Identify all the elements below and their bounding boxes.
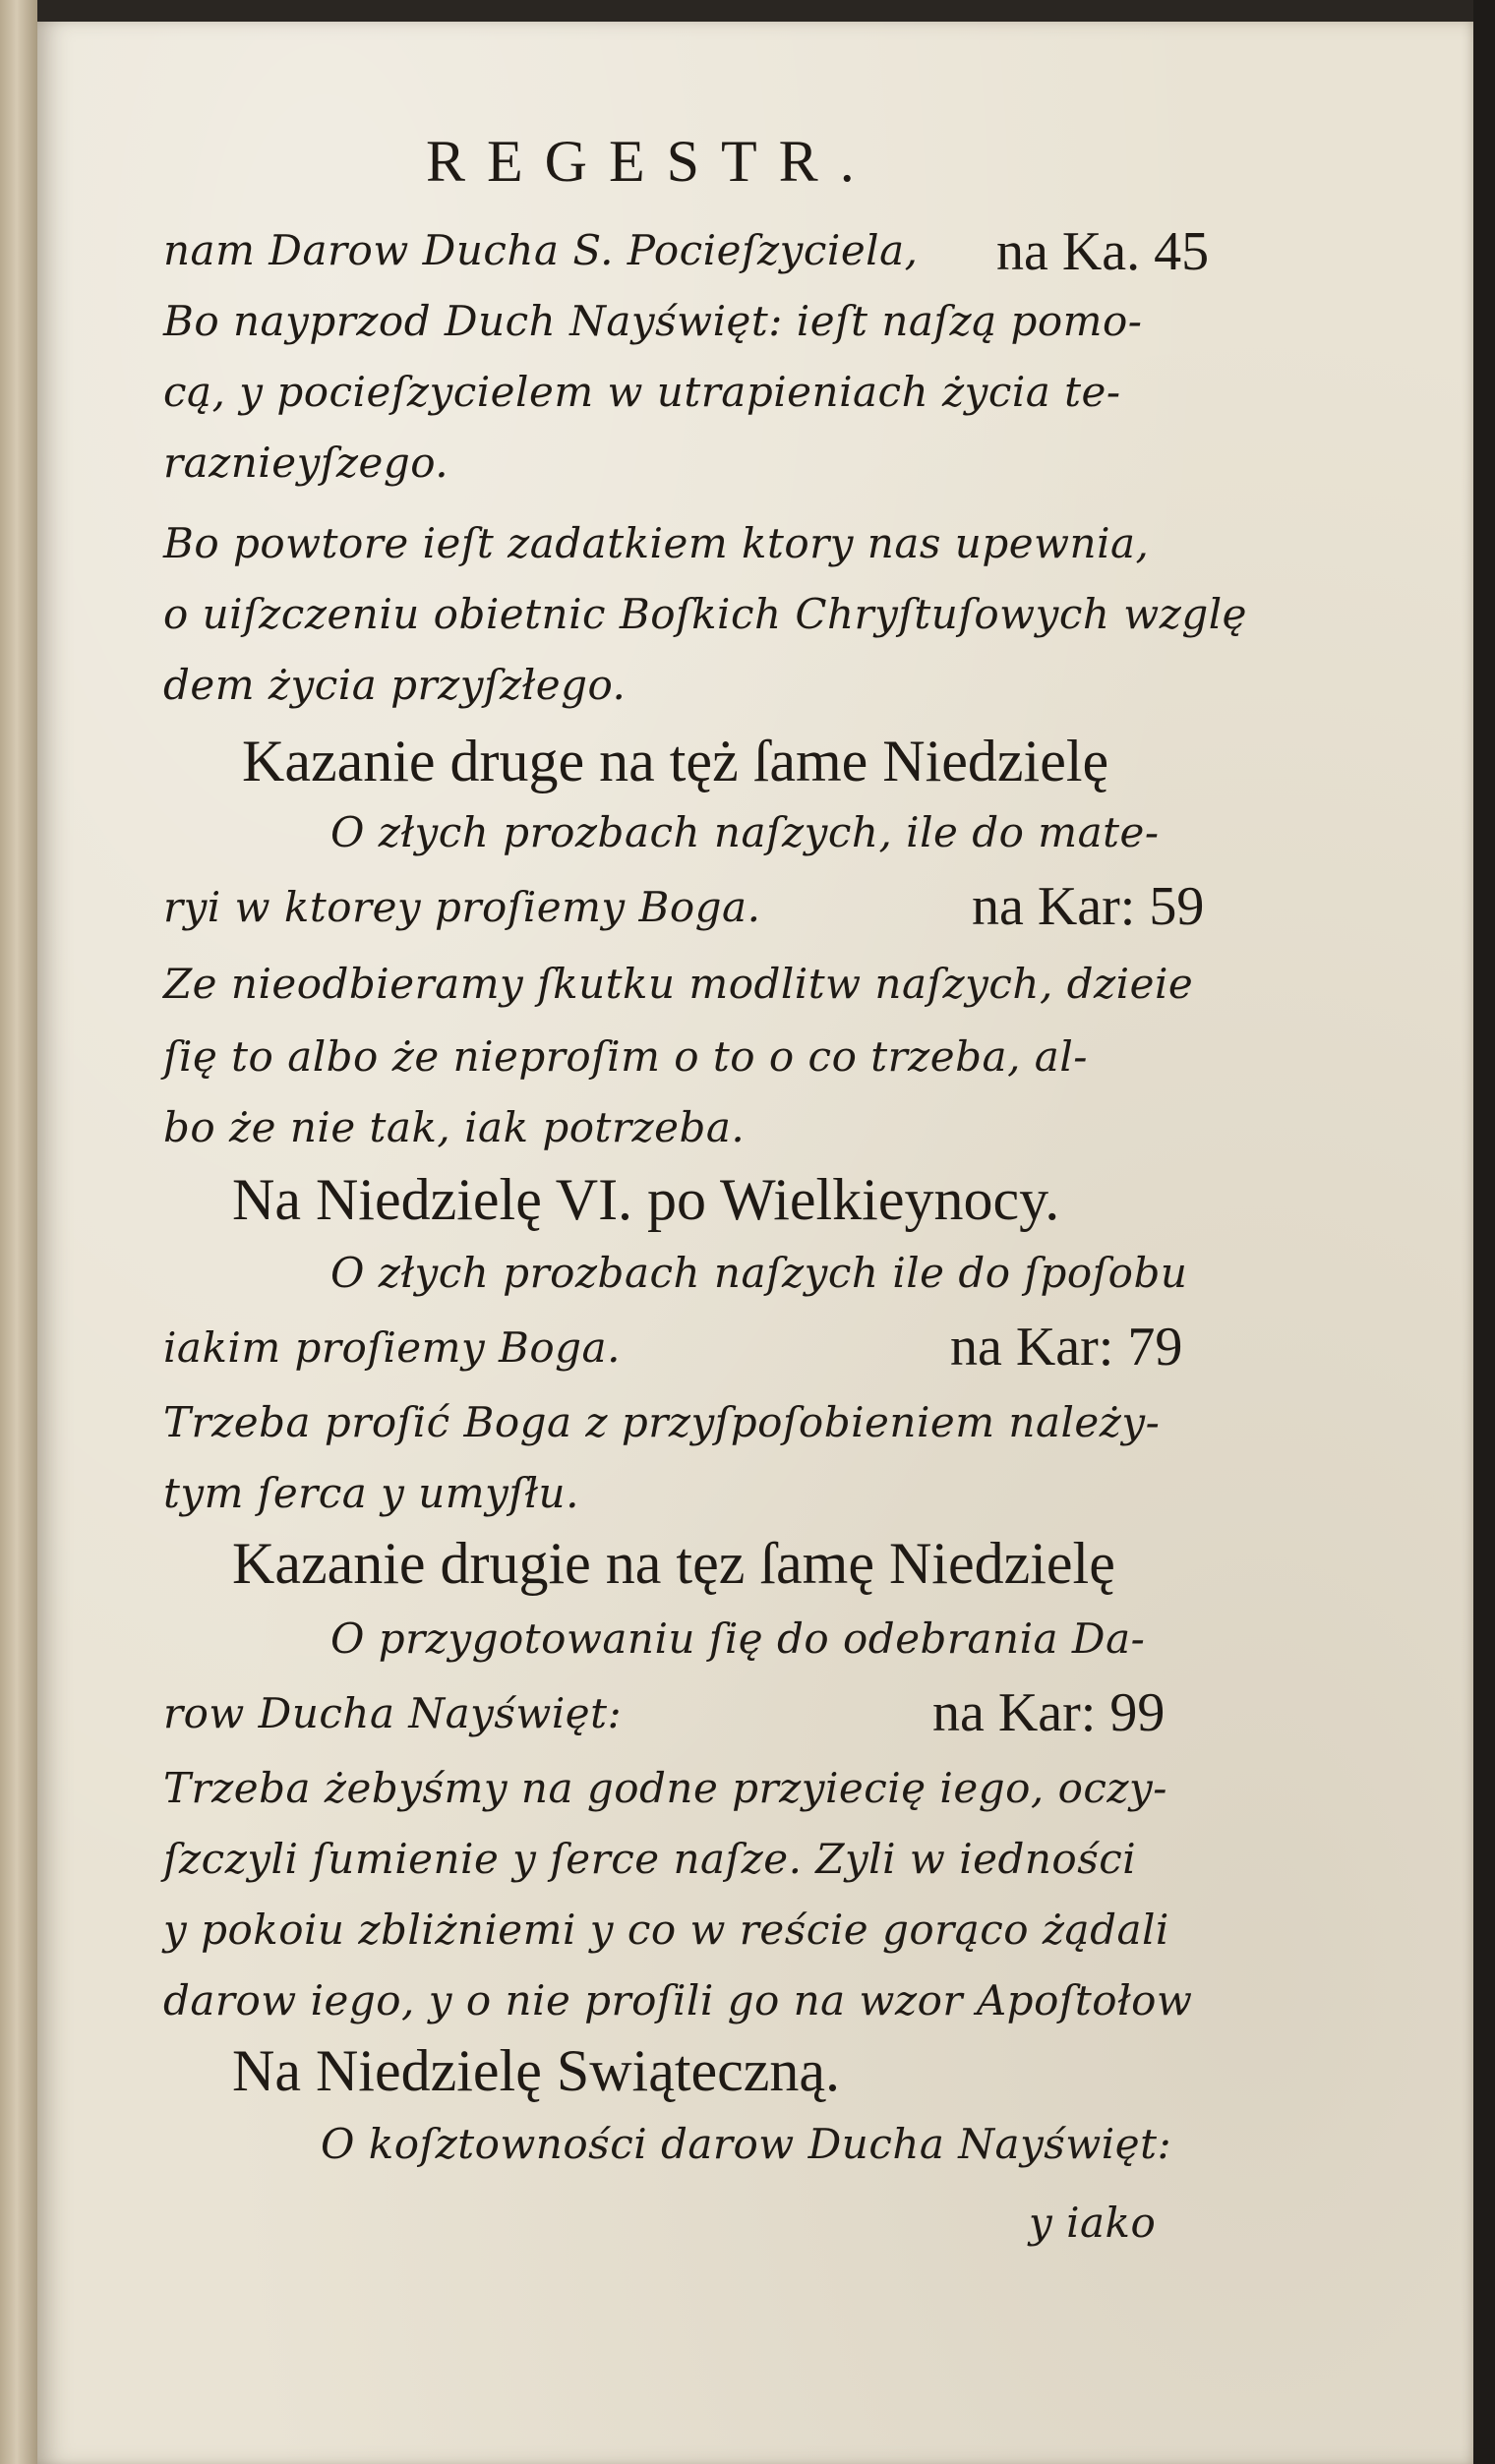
text-line-13: O złych prozbach naſzych ile do ſpoſobu [330, 1249, 1188, 1297]
text-line-17: O przygotowaniu ſię do odebrania Da- [330, 1614, 1146, 1663]
page-edge-shadow [1473, 0, 1495, 2464]
text-line-2: Bo nayprzod Duch Nayświęt: ieſt naſzą pomo- [163, 297, 1143, 345]
catchword: y iako [1029, 2199, 1157, 2247]
page-reference-59: na Kar: 59 [972, 876, 1205, 937]
section-heading-swiateczna: Na Niedzielę Swiąteczną. [232, 2038, 841, 2103]
text-line-20: ſzczyli ſumienie y ſerce naſze. Zyli w iedności [163, 1835, 1137, 1883]
text-line-15: Trzeba proſić Boga z przyſpoſobieniem należy- [163, 1398, 1161, 1446]
text-line-23: O koſztowności darow Ducha Nayświęt: [321, 2120, 1172, 2168]
text-line-12: bo że nie tak, iak potrzeba. [163, 1103, 746, 1151]
text-line-6: o uiſzczeniu obietnic Boſkich Chryſtuſowych wzglę [163, 590, 1248, 638]
text-line-9: ryi w ktorey proſiemy Boga. [163, 883, 761, 931]
text-line-16: tym ſerca y umyſłu. [163, 1469, 579, 1517]
text-line-14: iakim proſiemy Boga. [163, 1323, 621, 1372]
running-head: REGESTR. [426, 129, 876, 194]
text-line-8: O złych prozbach naſzych, ile do mate- [330, 808, 1160, 856]
page-reference-45: na Ka. 45 [996, 221, 1210, 282]
text-line-10: Ze nieodbieramy ſkutku modlitw naſzych, dzieie [163, 960, 1194, 1008]
text-line-19: Trzeba żebyśmy na godne przyiecię iego, oczy- [163, 1764, 1167, 1812]
section-heading-kazanie-drugie: Kazanie drugie na tęz ſamę Niedzielę [232, 1531, 1115, 1596]
text-line-18: row Ducha Nayświęt: [163, 1689, 623, 1737]
text-line-1: nam Darow Ducha S. Pocieſzyciela, [163, 226, 919, 274]
book-spine [0, 0, 37, 2464]
text-line-3: cą, y pocieſzycielem w utrapieniach życia te- [163, 368, 1121, 416]
text-line-11: ſię to albo że nieproſim o to o co trzeba, al- [163, 1032, 1088, 1081]
page-reference-99: na Kar: 99 [932, 1682, 1166, 1743]
page-reference-79: na Kar: 79 [950, 1317, 1183, 1378]
section-heading-niedziele-vi: Na Niedzielę VI. po Wielkieynocy. [232, 1167, 1060, 1232]
text-line-5: Bo powtore ieſt zadatkiem ktory nas upewnia, [163, 519, 1150, 567]
book-page [37, 22, 1473, 2464]
text-line-7: dem życia przyſzłego. [163, 661, 627, 709]
text-line-21: y pokoiu zbliżniemi y co w reście gorąco żądali [163, 1906, 1169, 1954]
text-line-22: darow iego, y o nie proſili go na wzor Apoſtołow [163, 1976, 1193, 2024]
text-line-4: raznieyſzego. [163, 439, 449, 487]
section-heading-kazanie-druge: Kazanie druge na tęż ſame Niedzielę [242, 729, 1109, 793]
